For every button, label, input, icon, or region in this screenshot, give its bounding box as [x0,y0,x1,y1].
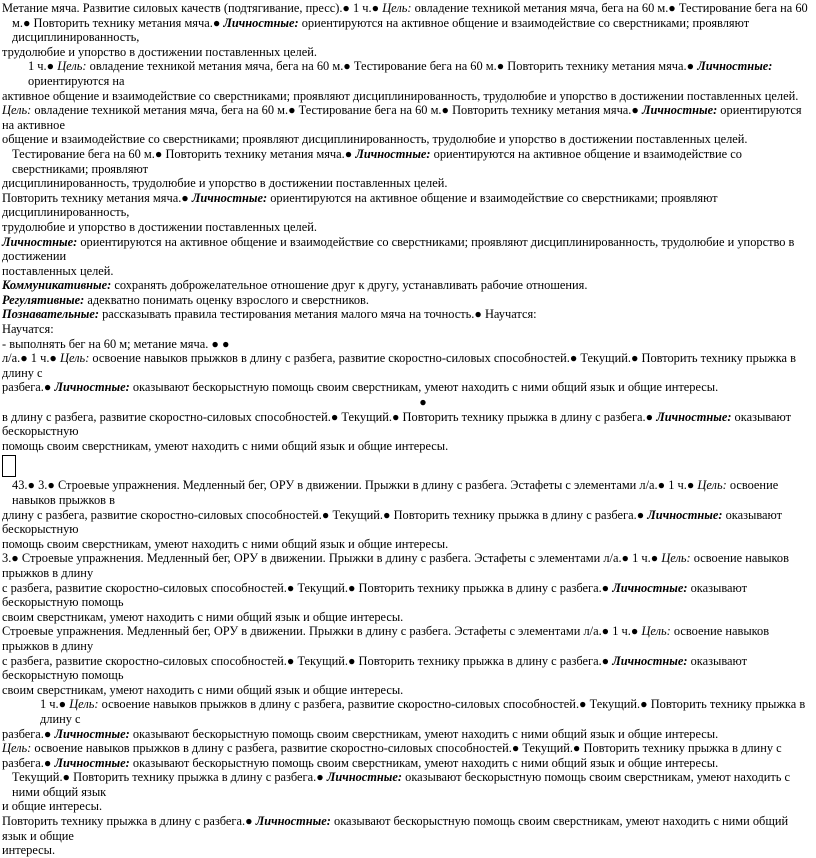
list-item [2,337,814,352]
text-line [2,770,814,799]
text-span: Личностные: [641,103,718,118]
text-span: помощь своим сверстникам, умеют находить с ними общий язык и общие интересы. [2,438,449,453]
text-span: оказывают бескорыстную [2,507,783,537]
text-line [2,147,814,176]
personal-label: Личностные: [223,15,299,30]
text-line [2,89,814,104]
text-line [2,322,814,337]
regulative-label: Регулятивные: [2,292,85,307]
text-span: с разбега, развитие скоростно-силовых способностей.● Текущий.● Повторить технику прыжка в длину с разбега.● [2,580,613,595]
text-span: ● [419,395,427,410]
text-span: освоение навыков прыжков в длину с разбега, развитие скоростно-силовых способностей.● Текущий.● Повторить технику прыжка в длину с [31,741,782,756]
text-line [2,756,814,771]
text-span: 43.● 3.● Строевые упражнения. Медленный бег, ОРУ в движении. Прыжки в длину с разбега. Эстафеты с элементами л/а.● 1 ч.● [12,478,698,493]
bullet-mark [2,395,814,410]
text-span: Строевые упражнения. Медленный бег, ОРУ в движении. Прыжки в длину с разбега. Эстафеты с элементами л/а.● 1 ч.● [2,624,642,639]
goal-label: Цель: [382,1,412,15]
text-span: Цель: [697,478,727,493]
text-span: оказывают бескорыстную помощь [2,580,748,610]
text-span: освоение навыков прыжков в длину [2,624,770,653]
text-span: сохранять доброжелательное отношение друг к другу, устанавливать рабочие отношения. [111,278,588,293]
text-span: Цель: [60,351,90,366]
text-span: Личностные: [326,770,403,785]
text-line [2,307,814,322]
text-line [2,581,814,610]
text-span: оказывают бескорыстную помощь своим сверстникам, умеют находить с ними общий язык [12,770,791,799]
text-line [2,478,814,507]
text-span: освоение навыков прыжков в длину [2,551,789,580]
text-span: Личностные: [612,580,688,595]
text-span: освоение навыков прыжков в длину с разбега, развитие скоростно-силовых способностей.● Текущий.● Повторить технику прыжка в длину с [2,351,796,380]
text-span: Личностные: [355,146,431,161]
text-line [2,380,814,395]
communicative-label: Коммуникативные: [2,278,112,293]
text-span: 3.● Строевые упражнения. Медленный бег, ОРУ в движении. Прыжки в длину с разбега. Эстафеты с элементами л/а.● 1 ч.● [2,551,662,566]
text-span: ориентируются на активное общение и взаимодействие со сверстниками; проявляют [12,146,742,176]
text-span: Цель: [2,103,32,118]
text-span: освоение навыков прыжков в [12,478,779,507]
text-span: помощь своим сверстникам, умеют находить с ними общий язык и общие интересы. [2,536,449,551]
text-span: Личностные: [255,814,331,829]
text-line [2,351,814,380]
text-line [2,191,814,220]
text-span: Цель: [2,741,32,756]
text-span: оказывают бескорыстную помощь своим сверстникам, умеют находить с ними общий язык и общие интересы. [129,755,719,770]
text-span: оказывают бескорыстную помощь своим сверстникам, умеют находить с ними общий язык и общие [2,814,789,843]
text-span: трудолюбие и упорство в достижении поставленных целей. [2,219,317,234]
text-line [2,551,814,580]
text-span: Личностные: [647,507,723,522]
text-span: освоение навыков прыжков в длину с разбега, развитие скоростно-силовых способностей.● Текущий.● Повторить технику прыжка в длину с [40,697,806,726]
text-line [2,439,814,454]
text-line [2,176,814,191]
text-span: Личностные: [54,755,130,770]
text-span: поставленных целей. [2,263,114,278]
text-span: Тестирование бега на 60 м.● Повторить технику метания мяча.● [12,146,356,161]
text-span: и общие интересы. [2,799,103,814]
text-span: ориентируются на активное общение и взаимодействие со сверстниками; проявляют дисциплинированность, [2,190,718,220]
text-span: 1 ч.● [28,59,58,74]
text-span: овладение техникой метания мяча, бега на 60 м.● Тестирование бега на 60 м.● Повторить технику метания мяча.● [31,103,642,118]
text-span: Цель: [661,551,691,566]
text-line [2,59,814,88]
text-span: с разбега, развитие скоростно-силовых способностей.● Текущий.● Повторить технику прыжка в длину с разбега.● [2,653,613,668]
text-span: Личностные: [2,234,78,249]
text-span: Повторить технику прыжка в длину с разбега.● [2,814,256,829]
text-span: м.● Повторить технику метания мяча.● [12,15,224,30]
text-span: оказывают бескорыстную помощь своим сверстникам, умеют находить с ними общий язык и общие интересы. [129,380,719,395]
text-line [2,727,814,742]
text-line [2,537,814,552]
text-line [2,235,814,264]
text-span: Цель: [69,697,99,712]
text-span: Текущий.● Повторить технику прыжка в длину с разбега.● [12,770,327,785]
text-line [2,508,814,537]
text-line [2,799,814,814]
text-span: адекватно понимать оценку взрослого и сверстников. [84,292,369,307]
text-span: ориентируются на активное общение и взаимодействие со сверстниками; проявляют дисциплинированность, трудолюбие и упорство в достижении [2,234,795,264]
text-span: - выполнять бег на 60 м; метание мяча. ● ● [2,336,230,351]
text-span: общение и взаимодействие со сверстниками; проявляют дисциплинированность, трудолюбие и упорство в достижении поставленных целей. [2,132,748,147]
text-span: разбега.● [2,755,55,770]
text-span: оказывают бескорыстную помощь своим сверстникам, умеют находить с ними общий язык и общие интересы. [129,726,719,741]
text-line [2,697,814,726]
text-line [2,410,814,439]
text-span: Повторить технику метания мяча.● [2,190,192,205]
text-line [2,220,814,235]
text-line [2,278,814,293]
text-span: Личностные: [54,726,130,741]
text-span: 1 ч.● [40,697,70,712]
text-span: Личностные: [697,59,773,74]
text-span: ориентируются на активное общение и взаимодействие со сверстниками; проявляют дисциплинированность, [12,15,750,45]
text-line [2,610,814,625]
text-span: оказывают бескорыстную [2,409,791,439]
text-line [2,293,814,308]
empty-box [2,455,16,477]
text-span: Личностные: [191,190,268,205]
text-span: активное общение и взаимодействие со сверстниками; проявляют дисциплинированность, трудолюбие и упорство в достижении поставленных целей. [2,88,799,103]
text-line [2,654,814,683]
text-span: своим сверстникам, умеют находить с ними общий язык и общие интересы. [2,609,404,624]
text-span: Цель: [57,59,87,74]
text-span: в длину с разбега, развитие скоростно-силовых способностей.● Текущий.● Повторить технику прыжка в длину с разбега.● [2,409,657,424]
empty-cell [2,455,814,477]
text-line [2,1,814,16]
text-span: овладение техникой метания мяча, бега на 60 м.● Тестирование бега на 60 [411,1,808,15]
text-span: разбега.● [2,380,55,395]
text-span: разбега.● [2,726,55,741]
text-span: дисциплинированность, трудолюбие и упорство в достижении поставленных целей. [2,176,448,191]
text-span: Личностные: [656,409,732,424]
text-span: рассказывать правила тестирования метания малого мяча на точность.● Научатся: [99,307,537,322]
text-span: ориентируются на [28,73,125,88]
text-line [2,814,814,843]
text-span: длину с разбега, развитие скоростно-силовых способностей.● Текущий.● Повторить технику прыжка в длину с разбега.● [2,507,648,522]
text-line [2,103,814,132]
text-span: оказывают бескорыстную помощь [2,653,748,683]
text-span: л/а.● 1 ч.● [2,351,61,366]
text-span: овладение техникой метания мяча, бега на 60 м.● Тестирование бега на 60 м.● Повторить технику метания мяча.● [86,59,698,74]
text-span: Цель: [641,624,671,639]
text-line [2,16,814,45]
text-span: Личностные: [54,380,130,395]
text-line [2,264,814,279]
text-span: интересы. [2,843,56,858]
text-line [2,45,814,60]
cognitive-label: Познавательные: [2,307,100,322]
text-span: ориентируются на активное [2,103,802,132]
text-span: Научатся: [2,322,54,337]
text-span: трудолюбие и упорство в достижении поставленных целей. [2,44,317,59]
text-span: Метание мяча. Развитие силовых качеств (подтягивание, пресс).● 1 ч.● [2,1,383,15]
text-span: своим сверстникам, умеют находить с ними общий язык и общие интересы. [2,682,404,697]
text-line [2,741,814,756]
text-span: Личностные: [612,653,688,668]
text-line [2,843,814,858]
text-line [2,683,814,698]
text-line [2,624,814,653]
text-line [2,132,814,147]
